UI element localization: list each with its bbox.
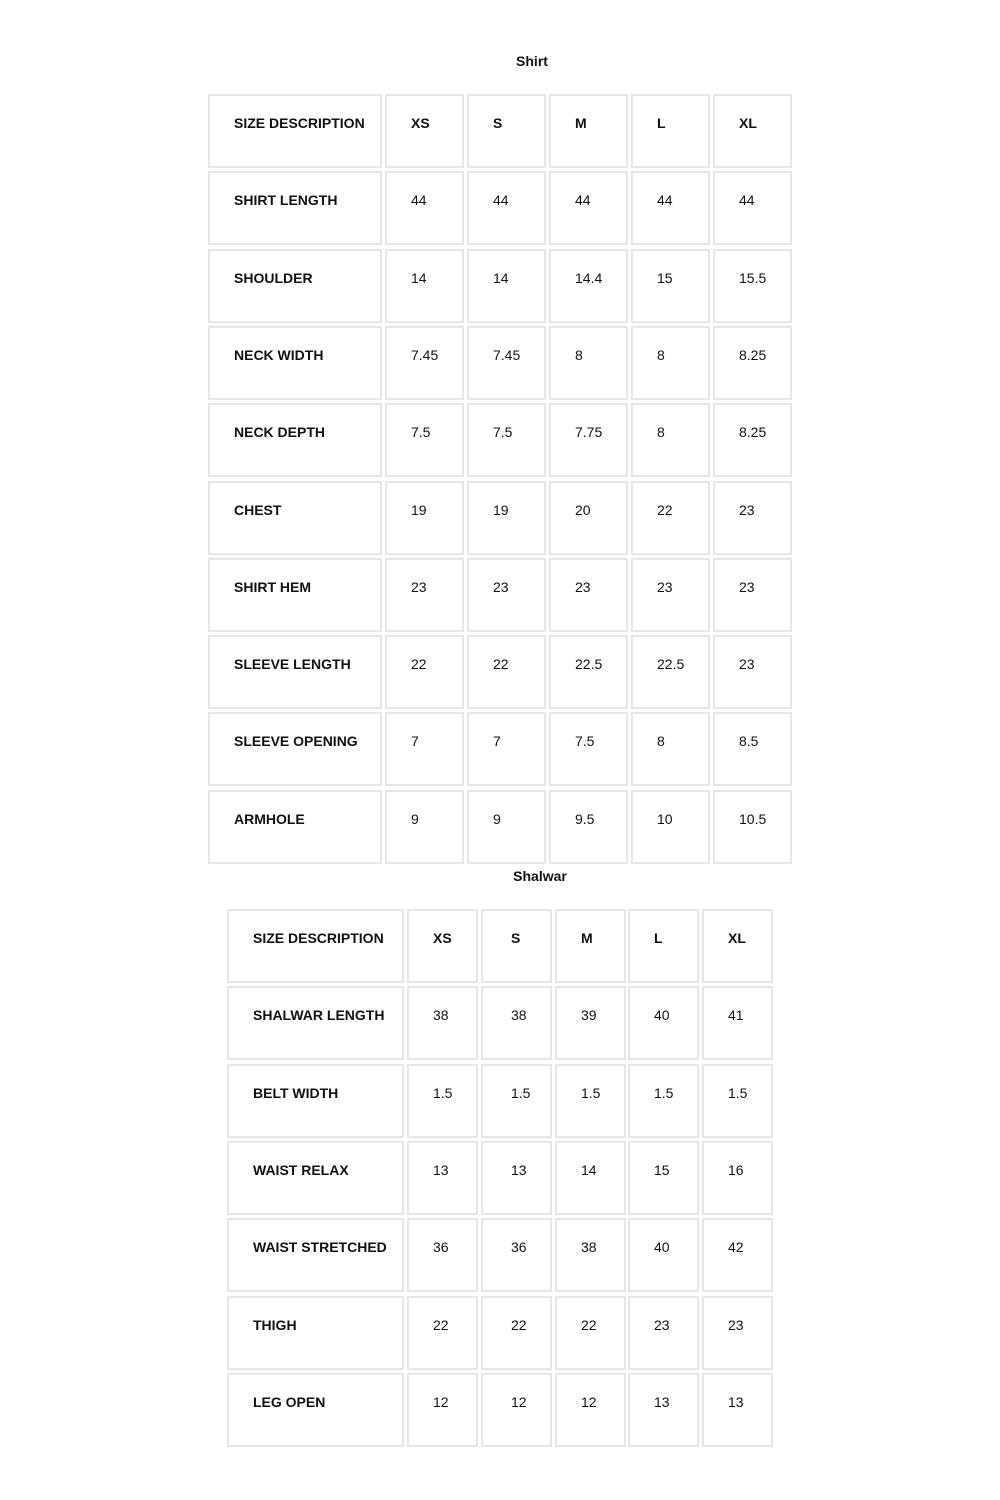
measurement-cell: 44 bbox=[549, 171, 628, 245]
shirt-table-title: Shirt bbox=[516, 53, 548, 69]
measurement-cell: 36 bbox=[407, 1218, 478, 1292]
measurement-cell: 22.5 bbox=[549, 635, 628, 709]
measurement-cell: 9 bbox=[467, 790, 546, 864]
column-header-size: XS bbox=[385, 94, 464, 168]
measurement-cell: 44 bbox=[631, 171, 710, 245]
measurement-cell: 9 bbox=[385, 790, 464, 864]
measurement-cell: 12 bbox=[407, 1373, 478, 1447]
row-label: SHOULDER bbox=[208, 249, 382, 323]
measurement-cell: 23 bbox=[713, 481, 792, 555]
column-header-size: S bbox=[467, 94, 546, 168]
row-label: NECK WIDTH bbox=[208, 326, 382, 400]
row-label: SHIRT LENGTH bbox=[208, 171, 382, 245]
measurement-cell: 1.5 bbox=[555, 1064, 626, 1138]
row-label: SHALWAR LENGTH bbox=[227, 986, 404, 1060]
measurement-cell: 7.5 bbox=[549, 712, 628, 786]
measurement-cell: 7.45 bbox=[385, 326, 464, 400]
measurement-cell: 13 bbox=[407, 1141, 478, 1215]
measurement-cell: 16 bbox=[702, 1141, 773, 1215]
measurement-cell: 8 bbox=[631, 712, 710, 786]
measurement-cell: 14 bbox=[467, 249, 546, 323]
measurement-cell: 14.4 bbox=[549, 249, 628, 323]
measurement-cell: 13 bbox=[628, 1373, 699, 1447]
measurement-cell: 40 bbox=[628, 1218, 699, 1292]
column-header-size: XS bbox=[407, 909, 478, 983]
column-header-description: SIZE DESCRIPTION bbox=[208, 94, 382, 168]
measurement-cell: 22 bbox=[467, 635, 546, 709]
measurement-cell: 10.5 bbox=[713, 790, 792, 864]
measurement-cell: 13 bbox=[481, 1141, 552, 1215]
measurement-cell: 15 bbox=[628, 1141, 699, 1215]
measurement-cell: 8 bbox=[549, 326, 628, 400]
measurement-cell: 8 bbox=[631, 326, 710, 400]
measurement-cell: 8 bbox=[631, 403, 710, 477]
measurement-cell: 15.5 bbox=[713, 249, 792, 323]
measurement-cell: 1.5 bbox=[702, 1064, 773, 1138]
measurement-cell: 7.5 bbox=[467, 403, 546, 477]
measurement-cell: 14 bbox=[555, 1141, 626, 1215]
measurement-cell: 20 bbox=[549, 481, 628, 555]
measurement-cell: 44 bbox=[467, 171, 546, 245]
measurement-cell: 36 bbox=[481, 1218, 552, 1292]
measurement-cell: 22 bbox=[555, 1296, 626, 1370]
measurement-cell: 14 bbox=[385, 249, 464, 323]
column-header-description: SIZE DESCRIPTION bbox=[227, 909, 404, 983]
measurement-cell: 7 bbox=[385, 712, 464, 786]
measurement-cell: 15 bbox=[631, 249, 710, 323]
row-label: LEG OPEN bbox=[227, 1373, 404, 1447]
row-label: SLEEVE OPENING bbox=[208, 712, 382, 786]
row-label: SLEEVE LENGTH bbox=[208, 635, 382, 709]
measurement-cell: 7.75 bbox=[549, 403, 628, 477]
measurement-cell: 19 bbox=[385, 481, 464, 555]
measurement-cell: 23 bbox=[467, 558, 546, 632]
column-header-size: XL bbox=[702, 909, 773, 983]
measurement-cell: 22.5 bbox=[631, 635, 710, 709]
measurement-cell: 23 bbox=[713, 558, 792, 632]
column-header-size: XL bbox=[713, 94, 792, 168]
measurement-cell: 23 bbox=[713, 635, 792, 709]
row-label: NECK DEPTH bbox=[208, 403, 382, 477]
measurement-cell: 19 bbox=[467, 481, 546, 555]
measurement-cell: 38 bbox=[481, 986, 552, 1060]
column-header-size: S bbox=[481, 909, 552, 983]
measurement-cell: 8.25 bbox=[713, 403, 792, 477]
measurement-cell: 38 bbox=[407, 986, 478, 1060]
measurement-cell: 7.5 bbox=[385, 403, 464, 477]
measurement-cell: 22 bbox=[631, 481, 710, 555]
row-label: WAIST RELAX bbox=[227, 1141, 404, 1215]
measurement-cell: 23 bbox=[702, 1296, 773, 1370]
shalwar-table-title: Shalwar bbox=[513, 868, 567, 884]
measurement-cell: 23 bbox=[631, 558, 710, 632]
measurement-cell: 12 bbox=[481, 1373, 552, 1447]
measurement-cell: 1.5 bbox=[407, 1064, 478, 1138]
column-header-size: L bbox=[628, 909, 699, 983]
measurement-cell: 44 bbox=[385, 171, 464, 245]
measurement-cell: 39 bbox=[555, 986, 626, 1060]
measurement-cell: 23 bbox=[628, 1296, 699, 1370]
measurement-cell: 13 bbox=[702, 1373, 773, 1447]
measurement-cell: 7 bbox=[467, 712, 546, 786]
measurement-cell: 10 bbox=[631, 790, 710, 864]
measurement-cell: 42 bbox=[702, 1218, 773, 1292]
measurement-cell: 7.45 bbox=[467, 326, 546, 400]
measurement-cell: 8.5 bbox=[713, 712, 792, 786]
measurement-cell: 41 bbox=[702, 986, 773, 1060]
measurement-cell: 12 bbox=[555, 1373, 626, 1447]
measurement-cell: 22 bbox=[407, 1296, 478, 1370]
measurement-cell: 8.25 bbox=[713, 326, 792, 400]
measurement-cell: 9.5 bbox=[549, 790, 628, 864]
row-label: ARMHOLE bbox=[208, 790, 382, 864]
measurement-cell: 23 bbox=[549, 558, 628, 632]
measurement-cell: 1.5 bbox=[481, 1064, 552, 1138]
measurement-cell: 1.5 bbox=[628, 1064, 699, 1138]
measurement-cell: 23 bbox=[385, 558, 464, 632]
column-header-size: M bbox=[555, 909, 626, 983]
row-label: THIGH bbox=[227, 1296, 404, 1370]
column-header-size: L bbox=[631, 94, 710, 168]
measurement-cell: 38 bbox=[555, 1218, 626, 1292]
measurement-cell: 44 bbox=[713, 171, 792, 245]
row-label: BELT WIDTH bbox=[227, 1064, 404, 1138]
column-header-size: M bbox=[549, 94, 628, 168]
row-label: CHEST bbox=[208, 481, 382, 555]
row-label: WAIST STRETCHED bbox=[227, 1218, 404, 1292]
measurement-cell: 40 bbox=[628, 986, 699, 1060]
measurement-cell: 22 bbox=[385, 635, 464, 709]
row-label: SHIRT HEM bbox=[208, 558, 382, 632]
measurement-cell: 22 bbox=[481, 1296, 552, 1370]
